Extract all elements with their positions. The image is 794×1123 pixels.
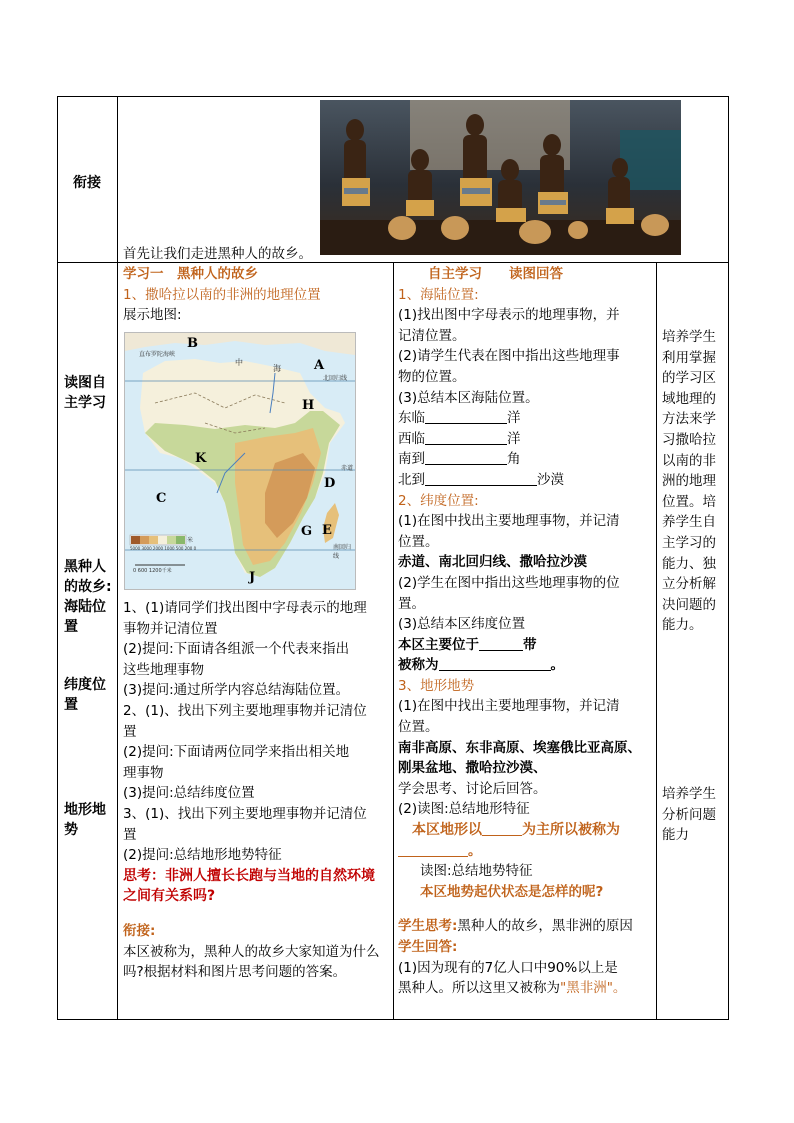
goal-line: 位置。培 bbox=[662, 493, 716, 510]
map-letter-j: J bbox=[249, 570, 256, 585]
goals-1 bbox=[662, 327, 726, 636]
goal-line: 能力、独 bbox=[662, 555, 716, 572]
zone-line-b bbox=[398, 655, 654, 676]
goal-line: 养学生自 bbox=[662, 514, 716, 531]
map-letter-d: D bbox=[324, 476, 336, 491]
spacer bbox=[398, 902, 654, 916]
row-label-sea-land: 黑种人的故乡:海陆位置 bbox=[64, 559, 112, 635]
map-letter-b: B bbox=[187, 336, 198, 351]
student-heading: 自主学习 读图回答 bbox=[428, 266, 563, 282]
west-blank[interactable] bbox=[425, 430, 507, 445]
south-blank-line bbox=[398, 449, 654, 470]
student-line: (2)请学生代表在图中指出这些地理事 bbox=[398, 348, 620, 365]
think-text-1: 非洲人擅长长跑与当地的自然环境 bbox=[165, 867, 375, 884]
row-label-latitude: 纬度位置 bbox=[64, 677, 106, 713]
map-label-equator: 赤道 bbox=[341, 465, 354, 472]
answer-2a: 黑种人。所以这里又被称为 bbox=[398, 980, 560, 997]
map-letter-a: A bbox=[314, 358, 325, 373]
teacher-heading: 学习一 黑种人的故乡 bbox=[123, 266, 258, 282]
student-line: 物的位置。 bbox=[398, 368, 466, 385]
goal-line: 洲的地理 bbox=[662, 473, 716, 490]
teacher-line: 理事物 bbox=[123, 764, 164, 781]
terrain-features-1: 南非高原、东非高原、埃塞俄比亚高原、 bbox=[398, 739, 641, 756]
west-blank-line bbox=[398, 429, 654, 450]
student-column bbox=[398, 264, 654, 999]
zone-b-end: 。 bbox=[550, 657, 564, 674]
read-map-slope: 读图:总结地势特征 bbox=[420, 863, 533, 880]
dancers-illustration bbox=[320, 100, 681, 255]
map-label-med-1: 中 bbox=[235, 358, 243, 367]
teacher-line: (3)提问:总结纬度位置 bbox=[123, 785, 255, 802]
teacher-think bbox=[123, 866, 391, 887]
west-end: 洋 bbox=[507, 430, 521, 447]
terrain-q-c: 。 bbox=[468, 842, 482, 859]
student-answer-label: 学生回答: bbox=[398, 939, 458, 955]
col-divider-teacher bbox=[393, 262, 394, 1020]
west-label: 西临 bbox=[398, 430, 425, 447]
map-letter-h: H bbox=[302, 398, 315, 413]
student-line: (1)在图中找出主要地理事物，并记清 bbox=[398, 513, 620, 530]
teacher-line: 2、(1)、找出下列主要地理事物并记清位 bbox=[123, 702, 367, 719]
map-letter-k: K bbox=[195, 451, 207, 466]
student-answer-2 bbox=[398, 978, 654, 999]
map-label-tropic-cancer: 北回归线 bbox=[323, 375, 348, 382]
student-line: (1)找出图中字母表示的地理事物，并 bbox=[398, 307, 620, 324]
terrain-features-2: 刚果盆地、撒哈拉沙漠、 bbox=[398, 760, 547, 777]
teacher-line: (2)提问:下面请两位同学来指出相关地 bbox=[123, 744, 350, 761]
south-label: 南到 bbox=[398, 451, 425, 468]
terrain-q-a: 本区地形以 bbox=[412, 822, 482, 839]
goal-line: 能力 bbox=[662, 827, 689, 844]
teacher-column bbox=[123, 264, 391, 326]
teacher-show-map: 展示地图: bbox=[123, 307, 182, 324]
goal-line: 主学习的 bbox=[662, 534, 716, 551]
student-line: (2)读图:总结地形特征 bbox=[398, 801, 530, 818]
student-think bbox=[398, 916, 654, 937]
student-think-label: 学生思考: bbox=[398, 918, 458, 935]
goal-line: 培养学生 bbox=[662, 329, 716, 345]
link-line: 吗?根据材料和图片思考问题的答案。 bbox=[123, 964, 347, 981]
terrain-question-2 bbox=[398, 841, 654, 862]
goal-line: 立分析解 bbox=[662, 576, 716, 593]
north-blank-line bbox=[398, 470, 654, 491]
student-line: 学会思考、讨论后回答。 bbox=[398, 780, 547, 797]
south-blank[interactable] bbox=[425, 450, 507, 465]
think-text-2: 之间有关系吗? bbox=[123, 888, 216, 905]
teacher-line: 1、(1)请同学们找出图中字母表示的地理 bbox=[123, 600, 367, 616]
student-line: (2)学生在图中指出这些地理事物的位 bbox=[398, 574, 620, 591]
terrain-q-b: 为主所以被称为 bbox=[522, 822, 620, 839]
goal-line: 习撒哈拉 bbox=[662, 431, 716, 448]
goal-line: 决问题的 bbox=[662, 596, 716, 613]
map-letter-c: C bbox=[156, 491, 167, 506]
student-line: (3)总结本区海陆位置。 bbox=[398, 389, 539, 406]
student-answer-1: (1)因为现有的7亿人口中90%以上是 bbox=[398, 959, 618, 976]
student-line: (3)总结本区纬度位置 bbox=[398, 616, 526, 633]
map-letter-e: E bbox=[322, 523, 332, 538]
zone-a-end: 带 bbox=[523, 636, 537, 653]
row-label-intro: 衔接 bbox=[73, 175, 101, 191]
goal-line: 分析问题 bbox=[662, 806, 716, 823]
goal-line: 方法来学 bbox=[662, 411, 716, 428]
row-label-terrain: 地形地势 bbox=[64, 802, 106, 838]
map-label-gibraltar: 直布罗陀海峡 bbox=[139, 351, 176, 358]
east-end: 洋 bbox=[507, 410, 521, 427]
student-line: 记清位置。 bbox=[398, 327, 466, 344]
south-end: 角 bbox=[507, 451, 521, 468]
goal-line: 的学习区 bbox=[662, 370, 716, 387]
link-label: 衔接: bbox=[123, 922, 156, 939]
teacher-line: (3)提问:通过所学内容总结海陆位置。 bbox=[123, 682, 350, 699]
map-legend-nums: 5000 3000 2000 1000 500 200 0 bbox=[130, 546, 197, 551]
student-line: 位置。 bbox=[398, 533, 439, 550]
zone-a-blank[interactable] bbox=[479, 636, 523, 651]
map-label-med-2: 海 bbox=[273, 364, 281, 373]
goal-line: 利用掌握 bbox=[662, 349, 716, 366]
slope-question: 本区地势起伏状态是怎样的呢? bbox=[420, 883, 604, 900]
student-think-text: 黑种人的故乡，黑非洲的原因 bbox=[457, 918, 633, 935]
terrain-blank-2[interactable] bbox=[398, 842, 468, 857]
student-s3: 3、地形地势 bbox=[398, 677, 475, 694]
map-scale: 0 600 1200千米 bbox=[133, 568, 172, 574]
student-s2: 2、纬度位置: bbox=[398, 492, 479, 509]
think-label: 思考： bbox=[123, 867, 165, 884]
map-legend-unit: 米 bbox=[187, 537, 194, 544]
teacher-line: (2)提问:总结地形地势特征 bbox=[123, 847, 282, 864]
row-label-read-map: 读图自主学习 bbox=[64, 375, 106, 411]
teacher-line: 这些地理事物 bbox=[123, 661, 204, 678]
goals-2 bbox=[662, 784, 726, 846]
east-blank[interactable] bbox=[425, 409, 507, 424]
col-divider-label bbox=[117, 96, 118, 1020]
map-letter-g: G bbox=[301, 524, 313, 539]
lat-features: 赤道、南北回归线、撒哈拉沙漠 bbox=[398, 554, 587, 571]
teacher-subheading: 1、撒哈拉以南的非洲的地理位置 bbox=[123, 286, 321, 303]
zone-b-blank[interactable] bbox=[439, 656, 551, 671]
spacer bbox=[123, 907, 391, 921]
terrain-question bbox=[398, 820, 654, 841]
africa-map bbox=[124, 332, 356, 590]
col-divider-student bbox=[656, 262, 657, 1020]
teacher-line: 置 bbox=[123, 723, 137, 740]
teacher-line: 事物并记清位置 bbox=[123, 620, 218, 637]
north-end: 沙漠 bbox=[537, 471, 564, 488]
student-line: (1)在图中找出主要地理事物，并记清 bbox=[398, 698, 620, 715]
teacher-line: 置 bbox=[123, 826, 137, 843]
student-s1: 1、海陆位置: bbox=[398, 286, 479, 303]
goal-line: 培养学生 bbox=[662, 786, 716, 802]
east-label: 东临 bbox=[398, 410, 425, 427]
goal-line: 以南的非 bbox=[662, 452, 716, 469]
teacher-line: 3、(1)、找出下列主要地理事物并记清位 bbox=[123, 805, 367, 822]
zone-a-label: 本区主要位于 bbox=[398, 636, 479, 653]
goal-line: 能力。 bbox=[662, 617, 703, 634]
student-line: 位置。 bbox=[398, 719, 439, 736]
zone-line-a bbox=[398, 635, 654, 656]
terrain-blank-1[interactable] bbox=[482, 821, 522, 836]
north-label: 北到 bbox=[398, 471, 425, 488]
dancers-photo bbox=[320, 100, 681, 255]
student-line: 置。 bbox=[398, 595, 425, 612]
east-blank-line bbox=[398, 408, 654, 429]
link-line: 本区被称为，黑种人的故乡大家知道为什么 bbox=[123, 943, 380, 960]
intro-caption: 首先让我们走进黑种人的故乡。 bbox=[123, 246, 312, 262]
teacher-line: (2)提问:下面请各组派一个代表来指出 bbox=[123, 641, 350, 658]
goal-line: 域地理的 bbox=[662, 390, 716, 407]
north-blank[interactable] bbox=[425, 471, 537, 486]
teacher-steps bbox=[123, 598, 391, 983]
map-label-tropic-capricorn: 南回归线 bbox=[333, 544, 352, 560]
zone-b-label: 被称为 bbox=[398, 657, 439, 674]
answer-2b: "黑非洲"。 bbox=[560, 980, 627, 997]
